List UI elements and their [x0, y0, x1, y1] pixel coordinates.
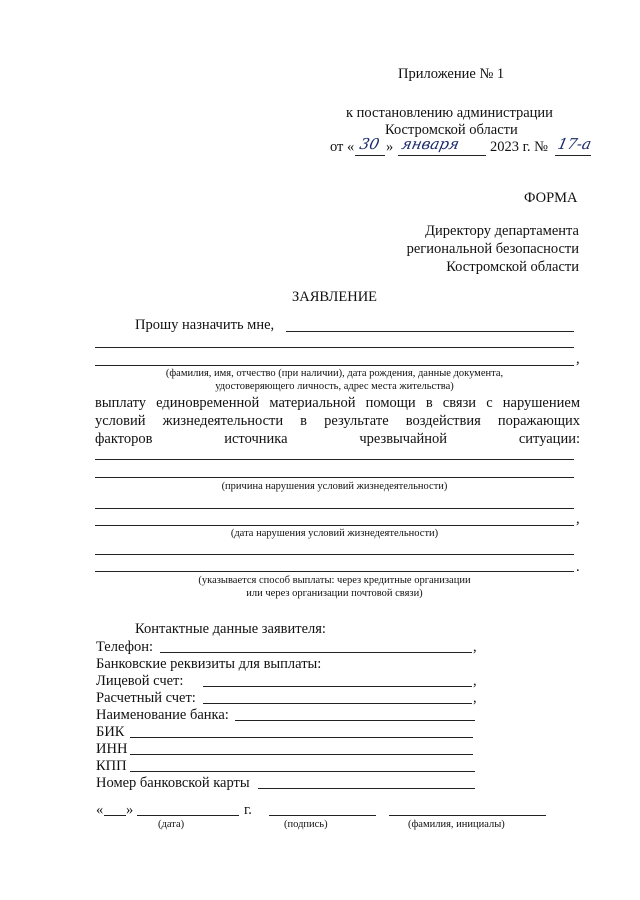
addressee-line-1: Директору департамента — [425, 223, 579, 239]
caption-signature: (подпись) — [284, 819, 328, 830]
bik-field[interactable] — [130, 737, 473, 738]
region-name: Костромской области — [385, 122, 518, 138]
date-open-quote: от « — [330, 139, 355, 155]
bank-name-label: Наименование банка: — [96, 707, 229, 723]
resolution-reference: к постановлению администрации — [346, 105, 553, 121]
signer-name-field[interactable] — [389, 815, 546, 816]
reason-field-2[interactable] — [95, 477, 574, 478]
personal-account-comma: , — [473, 673, 477, 689]
settlement-account-label: Расчетный счет: — [96, 690, 196, 706]
card-number-label: Номер банковской карты — [96, 775, 250, 791]
applicant-info-field-2[interactable] — [95, 347, 574, 348]
handwritten-month: января — [400, 135, 461, 153]
sign-year-suffix: г. — [244, 802, 252, 818]
field-comma: , — [576, 351, 580, 367]
sign-quote-open: « — [96, 802, 104, 818]
personal-account-label: Лицевой счет: — [96, 673, 184, 689]
caption-signer-name: (фамилия, инициалы) — [408, 819, 505, 830]
phone-field[interactable] — [160, 652, 472, 653]
bik-label: БИК — [96, 724, 125, 740]
caption-payment-1: (указывается способ выплаты: через кредитные организации — [198, 575, 471, 586]
inn-field[interactable] — [130, 754, 473, 755]
caption-sign-date: (дата) — [158, 819, 185, 830]
paragraph-line-3: факторов источника чрезвычайной ситуации: — [95, 431, 580, 447]
bank-details-label: Банковские реквизиты для выплаты: — [96, 656, 322, 672]
addressee-line-3: Костромской области — [446, 259, 579, 275]
caption-payment-2: или через организации почтовой связи) — [246, 588, 423, 599]
contacts-heading: Контактные данные заявителя: — [135, 621, 326, 637]
applicant-info-field-3[interactable] — [95, 365, 574, 366]
document-title: ЗАЯВЛЕНИЕ — [292, 289, 378, 305]
paragraph-line-2: условий жизнедеятельности в результате воздействия поражающих — [95, 413, 580, 429]
inn-label: ИНН — [96, 741, 128, 757]
sign-day-field[interactable] — [104, 815, 126, 816]
bank-name-field[interactable] — [235, 720, 475, 721]
addressee-line-2: региональной безопасности — [406, 241, 579, 257]
personal-account-field[interactable] — [203, 686, 472, 687]
caption-reason: (причина нарушения условий жизнедеятельности) — [221, 481, 448, 492]
request-prefix: Прошу назначить мне, — [135, 317, 275, 333]
phone-comma: , — [473, 639, 477, 655]
settlement-account-field[interactable] — [203, 703, 472, 704]
signature-field[interactable] — [269, 815, 376, 816]
caption-person-1: (фамилия, имя, отчество (при наличии), дата рождения, данные документа, — [165, 368, 504, 379]
year-and-number-label: 2023 г. № — [490, 139, 549, 155]
day-underline — [355, 155, 385, 156]
applicant-name-field[interactable] — [286, 331, 574, 332]
sign-month-field[interactable] — [137, 815, 239, 816]
kpp-field[interactable] — [130, 771, 475, 772]
phone-label: Телефон: — [96, 639, 154, 655]
payment-field-1[interactable] — [95, 554, 574, 555]
appendix-number: Приложение № 1 — [398, 66, 505, 82]
card-number-field[interactable] — [258, 788, 475, 789]
month-underline — [398, 155, 486, 156]
number-underline — [555, 155, 591, 156]
form-label: ФОРМА — [524, 190, 578, 206]
reason-field-1[interactable] — [95, 459, 574, 460]
kpp-label: КПП — [96, 758, 127, 774]
date-field-2[interactable] — [95, 525, 574, 526]
handwritten-day: 30 — [358, 135, 382, 153]
payment-period: . — [576, 559, 580, 575]
handwritten-number: 17-а — [556, 135, 594, 153]
date-close-quote: » — [386, 139, 394, 155]
date-field-1[interactable] — [95, 508, 574, 509]
caption-date: (дата нарушения условий жизнедеятельности) — [230, 528, 439, 539]
paragraph-line-1: выплату единовременной материальной помощи в связи с нарушением — [95, 395, 580, 411]
settlement-account-comma: , — [473, 690, 477, 706]
date-field-comma: , — [576, 511, 580, 527]
sign-quote-close: » — [126, 802, 134, 818]
caption-person-2: удостоверяющего личность, адрес места жительства) — [215, 381, 454, 392]
payment-field-2[interactable] — [95, 571, 574, 572]
